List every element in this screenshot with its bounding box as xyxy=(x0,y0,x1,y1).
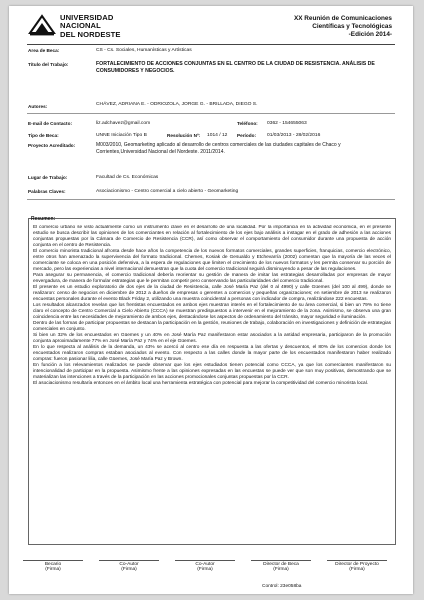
period-value: 01/03/2013 - 28/02/2016 xyxy=(267,133,321,138)
resumen-paragraph: Si bien un 32% de los encuestados en Güemes y un 40% en José María Paz manifestaron estar asociados a la antidad empresaria, participaron de la promoción conjunta aproximadamente 77% en José María Paz y 74% en el eje Güemes. xyxy=(33,333,391,345)
resumen-paragraph: En lo que respecta al análisis de la demanda, un 43% se acercó al centro ese día en respuesta a las ofertas y descuentos, el 80% de los comercios donde los encuestados realizaron compras estaban asociados al evento. Con respecto a las calles donde la mayor parte de los encuestados manifestaron haber realizado compras: fueron pasionar lilia, calle Güemes, José María Paz y Brown. xyxy=(33,345,391,363)
resumen-text xyxy=(33,225,391,541)
area-value: CS - Cs. Sociales, Humanísticas y Artísticas xyxy=(96,48,192,53)
resumen-paragraph: Dentro de las formas de participar propuestas se destacan la participación en la gestión, reuniones de trabajo, colaboración en investigaciones y definición de estrategias comerciales en conjunto. xyxy=(33,321,391,333)
authors-divider xyxy=(27,113,395,114)
resolucion-label: Resolución Nº: xyxy=(167,133,201,138)
resolucion-value: 1014 / 12 xyxy=(207,133,228,138)
resumen-label: Resumen: xyxy=(31,216,56,222)
place-value: Facultad de Cs. Económicas xyxy=(96,175,159,180)
title-label: Título del Trabajo: xyxy=(28,62,69,67)
signature-coautor-1: Co-Autor (Firma) xyxy=(99,560,159,572)
authors-label: Autores: xyxy=(28,104,48,109)
authors-value: CHÁVEZ, ADRIANA E. - ODRIOZOLA, JORGE G. - BRILLADA, DIEGO S. xyxy=(96,102,258,107)
place-label: Lugar de Trabajo: xyxy=(28,175,68,180)
area-label: Area de Beca: xyxy=(28,48,60,53)
keywords-value: Asociacionismo - Centro comercial a cielo abierto - Geomarketing xyxy=(96,189,239,194)
email-label: E-mail de Contacto: xyxy=(28,121,73,126)
keywords-label: Palabras Claves: xyxy=(28,189,66,194)
university-logo-icon xyxy=(28,13,56,37)
resumen-paragraph: Los resultados alcanzados revelan que los frentistas encuestados en ambos ejes muestran interés en el fortalecimiento de su área comercial, si bien un 79% no tiene claro el concepto de Centro Comercial a Cielo Abierto (CCCA) se muestran predispuestos a intervenir en el mejoramiento de la zona. Asimismo, se observa una gran coincidencia entre las necesidades de mejoramiento de ambos ejes, destacándose los aspectos de ordenamiento del tránsito, mayor seguridad e iluminación. xyxy=(33,303,391,321)
phone-value: 0362 - 154655063 xyxy=(267,121,307,126)
resumen-paragraph: El comercio urbano se vislo actualmente como un instrumento clave en el desarrollo de una localidad. Por la importancia en la actividad económica, en el presente estudio se busca describir las opiniones de los comerciantes en relación al fortalecimiento de los ejes bajo análisis a instagar en el grado de adhesión a las acciones conjuntas propuestas por la Cámara de Comercio de Resistencia (CCR), así como observar el comportamiento del consumidor durante una propuesta de acción conjunta en el centro de Resistencia. xyxy=(33,225,391,249)
abstract-page xyxy=(9,6,413,594)
header-divider xyxy=(27,44,395,45)
signature-coautor-2: Co-Autor (Firma) xyxy=(175,560,235,572)
resumen-paragraph: Para asegurar su permanencia, el comercio tradicional debería reorientar su gestión de manera de imitar las estrategias desarrolladas por empresas de mayor envergadura, de manera de formular estrategias que le permitan competir pero conservando las particularidades del comercio tradicional. xyxy=(33,273,391,285)
control-code: Control: 23e058ba xyxy=(262,584,302,589)
signature-director-proyecto: Director de Proyecto (Firma) xyxy=(327,560,387,572)
project-label: Proyecto Acreditado: xyxy=(28,143,76,148)
email-value: liz.adchavez@gmail.com xyxy=(96,121,151,126)
resumen-paragraph: En función a los relevamientos realizados se puede observar que los ejes estudiados tienen potencial como CCCA, ya que los comerciantes manifestaron su intencionalidad de participar en la propuesta. Asimismo frente a las opiniones expresadas en las encuestas se puede ver que son muy positivas, demostrando que se materializan las intenciones a través de la participación en las acciones promocionales conjuntas propuestas por la CCR. xyxy=(33,363,391,381)
keywords-divider xyxy=(27,199,395,200)
period-label: Período: xyxy=(237,133,257,138)
resumen-paragraph: El asociacionismo resultaría entonces en el ámbito local una herramienta estratégica con potencial para mejorar la competitividad del comercio minorista local. xyxy=(33,381,369,387)
project-value: M003/2010, Geomarketing aplicado al desarrollo de centros comerciales de las ciudades capitales de Chaco y Corrientes,Universidad Nacional del Nordeste. 2011/2014. xyxy=(96,142,341,155)
resumen-paragraph: El comercio minorista tradicional afronta desde hace años la competencia de los nuevos formatos comerciales, grandes superficies, franquicias, comercio electrónico, entre otros han amenazado la supervivencia del formato tradicional. Chemes, Kosiak de Gesualdo y Etchevarría (2002) comentan que la mayoría de las veces el comerciante se coloca en una posición defensiva, a la espera de regulaciones que limiten el crecimiento de los nuevos formatos y les permita conservar su porción de mercado, pero las experiencias a nivel internacional demuestran que la cuota del comercio tradicional seguirá disminuyendo a pesar de las regulaciones. xyxy=(33,249,391,273)
university-name: UNIVERSIDAD NACIONAL DEL NORDESTE xyxy=(60,13,121,39)
signature-becario: Becario (Firma) xyxy=(23,560,83,572)
work-title: FORTALECIMIENTO DE ACCIONES CONJUNTAS EN EL CENTRO DE LA CIUDAD DE RESISTENCIA. ANÁLISIS DE CONSUMIDORES Y NEGOCIOS. xyxy=(96,61,375,75)
signature-director-beca: Director de Beca (Firma) xyxy=(251,560,311,572)
beca-value: UNNE Iniciación Tipo B xyxy=(96,133,147,138)
event-title: XX Reunión de Comunicaciones Científicas y Tecnológicas -Edición 2014- xyxy=(293,15,392,38)
beca-label: Tipo de Beca: xyxy=(28,133,59,138)
resumen-paragraph: El presente es un estudio exploratorio de dos ejes de la ciudad de Resistencia, calle José María Paz (del 0 al 4990) y calle Güemes (del 100 al 499), donde se realizaron: censo de negocios en diciembre de 2012 a dueños de empresas o gerentes a comercios y pequeñas organizaciones; en setiembre de 2013 se realizaron encuestas personales durante el evento Black Friday 2, utilizando una muestra coincidental a personas con indicador de compra, realizándose 222 encuestas. xyxy=(33,285,391,303)
phone-label: Teléfono: xyxy=(237,121,258,126)
